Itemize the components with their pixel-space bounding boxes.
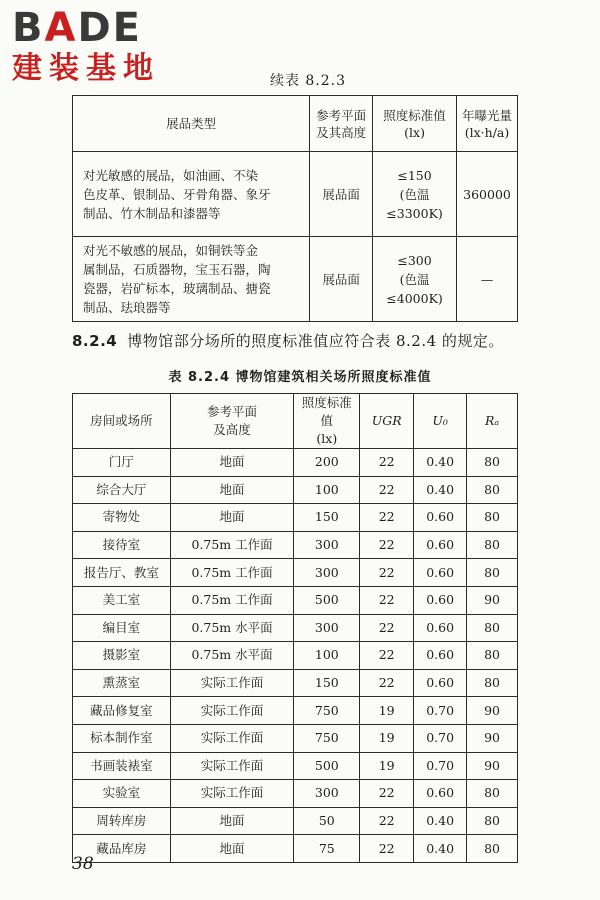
u0-cell: 0.60 — [414, 504, 467, 532]
table-row — [73, 504, 518, 532]
section-number: 8.2.4 — [72, 332, 118, 350]
plane-cell: 实际工作面 — [170, 669, 294, 697]
u0-cell: 0.40 — [414, 835, 467, 863]
room-cell: 接待室 — [73, 531, 171, 559]
value-cell: 150 — [294, 669, 360, 697]
value-cell: ≤300 (色温≤4000K) — [373, 237, 457, 322]
value-cell: 300 — [294, 614, 360, 642]
section-text: 博物馆部分场所的照度标准值应符合表 8.2.4 的规定。 — [127, 332, 504, 350]
continued-table-caption: 续表 8.2.3 — [269, 73, 347, 89]
exhibit-type-cell: 对光不敏感的展品，如铜铁等金 属制品，石质器物，宝玉石器，陶 瓷器，岩矿标本，玻璃制品、搪瓷 制品、珐琅器等 — [73, 237, 310, 322]
room-cell: 综合大厅 — [73, 476, 171, 504]
room-cell: 美工室 — [73, 586, 171, 614]
header-ugr: UGR — [360, 394, 414, 449]
table-row — [73, 237, 518, 322]
ugr-cell: 19 — [360, 724, 414, 752]
header-cell: 展品类型 — [73, 96, 310, 152]
u0-cell: 0.40 — [414, 476, 467, 504]
ra-cell: 80 — [467, 642, 518, 670]
exhibit-type-cell: 对光敏感的展品，如油画、不染 色皮革、银制品、牙骨角器、象牙 制品、竹木制品和漆器等 — [73, 152, 310, 237]
room-cell: 寄物处 — [73, 504, 171, 532]
u0-cell: 0.40 — [414, 807, 467, 835]
ugr-cell: 22 — [360, 449, 414, 477]
ugr-cell: 22 — [360, 780, 414, 808]
room-cell: 藏品库房 — [73, 835, 171, 863]
room-cell: 熏蒸室 — [73, 669, 171, 697]
ugr-cell: 22 — [360, 642, 414, 670]
header-ra: Rₐ — [467, 394, 518, 449]
u0-cell: 0.60 — [414, 642, 467, 670]
value-cell: 500 — [294, 752, 360, 780]
table-row — [73, 614, 518, 642]
plane-cell: 0.75m 工作面 — [170, 586, 294, 614]
table-row — [73, 697, 518, 725]
table-row — [73, 531, 518, 559]
plane-cell: 实际工作面 — [170, 697, 294, 725]
ra-cell: 90 — [467, 586, 518, 614]
value-cell: 300 — [294, 559, 360, 587]
u0-cell: 0.70 — [414, 724, 467, 752]
plane-cell: 地面 — [170, 835, 294, 863]
value-cell: 75 — [294, 835, 360, 863]
logo-wordmark: BADE — [12, 5, 142, 51]
ra-cell: 80 — [467, 531, 518, 559]
header-value: 照度标准值 (lx) — [294, 394, 360, 449]
value-cell: 200 — [294, 449, 360, 477]
ugr-cell: 22 — [360, 614, 414, 642]
table-header-row — [73, 394, 518, 449]
main-table — [72, 393, 518, 863]
ugr-cell: 22 — [360, 586, 414, 614]
ra-cell: 80 — [467, 559, 518, 587]
table-row — [73, 807, 518, 835]
room-cell: 藏品修复室 — [73, 697, 171, 725]
ra-cell: 80 — [467, 476, 518, 504]
ra-cell: 80 — [467, 449, 518, 477]
value-cell: 100 — [294, 642, 360, 670]
value-cell: 750 — [294, 724, 360, 752]
ugr-cell: 22 — [360, 807, 414, 835]
ra-cell: 80 — [467, 835, 518, 863]
u0-cell: 0.60 — [414, 669, 467, 697]
plane-cell: 展品面 — [310, 237, 373, 322]
room-cell: 实验室 — [73, 780, 171, 808]
table-row — [73, 476, 518, 504]
table-row — [73, 669, 518, 697]
table-header-row — [73, 96, 518, 152]
exposure-cell: — — [457, 237, 518, 322]
section-8-2-4 — [72, 330, 592, 351]
u0-cell: 0.60 — [414, 531, 467, 559]
ugr-cell: 22 — [360, 504, 414, 532]
exposure-cell: 360000 — [457, 152, 518, 237]
value-cell: 500 — [294, 586, 360, 614]
u0-cell: 0.60 — [414, 559, 467, 587]
plane-cell: 0.75m 工作面 — [170, 559, 294, 587]
value-cell: 300 — [294, 531, 360, 559]
plane-cell: 0.75m 水平面 — [170, 614, 294, 642]
u0-cell: 0.60 — [414, 614, 467, 642]
ra-cell: 80 — [467, 669, 518, 697]
header-cell: 参考平面 及其高度 — [310, 96, 373, 152]
plane-cell: 地面 — [170, 476, 294, 504]
header-room: 房间或场所 — [73, 394, 171, 449]
table-row — [73, 586, 518, 614]
ra-cell: 90 — [467, 724, 518, 752]
ra-cell: 80 — [467, 504, 518, 532]
room-cell: 摄影室 — [73, 642, 171, 670]
header-plane: 参考平面 及高度 — [170, 394, 294, 449]
value-cell: 100 — [294, 476, 360, 504]
table-row — [73, 152, 518, 237]
room-cell: 报告厅、教室 — [73, 559, 171, 587]
table-row — [73, 780, 518, 808]
brand-logo — [12, 6, 182, 87]
ra-cell: 80 — [467, 780, 518, 808]
logo-subtitle: 建装基地 — [12, 51, 160, 86]
u0-cell: 0.40 — [414, 449, 467, 477]
continued-table — [72, 95, 518, 322]
u0-cell: 0.60 — [414, 780, 467, 808]
u0-cell: 0.60 — [414, 586, 467, 614]
room-cell: 标本制作室 — [73, 724, 171, 752]
value-cell: 50 — [294, 807, 360, 835]
plane-cell: 展品面 — [310, 152, 373, 237]
table-row — [73, 752, 518, 780]
plane-cell: 地面 — [170, 807, 294, 835]
table-row — [73, 835, 518, 863]
value-cell: 150 — [294, 504, 360, 532]
plane-cell: 地面 — [170, 449, 294, 477]
u0-cell: 0.70 — [414, 697, 467, 725]
value-cell: 750 — [294, 697, 360, 725]
main-table-caption: 表 8.2.4 博物馆建筑相关场所照度标准值 — [168, 370, 432, 385]
plane-cell: 0.75m 水平面 — [170, 642, 294, 670]
table-row — [73, 559, 518, 587]
value-cell: ≤150 (色温≤3300K) — [373, 152, 457, 237]
table-row — [73, 724, 518, 752]
ugr-cell: 19 — [360, 697, 414, 725]
value-cell: 300 — [294, 780, 360, 808]
ra-cell: 80 — [467, 614, 518, 642]
header-u0: U₀ — [414, 394, 467, 449]
table-row — [73, 449, 518, 477]
plane-cell: 0.75m 工作面 — [170, 531, 294, 559]
header-cell: 年曝光量 (lx·h/a) — [457, 96, 518, 152]
u0-cell: 0.70 — [414, 752, 467, 780]
ugr-cell: 22 — [360, 669, 414, 697]
header-cell: 照度标准值 (lx) — [373, 96, 457, 152]
ra-cell: 90 — [467, 697, 518, 725]
plane-cell: 实际工作面 — [170, 724, 294, 752]
table-row — [73, 642, 518, 670]
ra-cell: 80 — [467, 807, 518, 835]
room-cell: 周转库房 — [73, 807, 171, 835]
ugr-cell: 22 — [360, 531, 414, 559]
ugr-cell: 22 — [360, 835, 414, 863]
plane-cell: 实际工作面 — [170, 780, 294, 808]
ugr-cell: 22 — [360, 559, 414, 587]
page-number: 38 — [72, 854, 94, 874]
ra-cell: 90 — [467, 752, 518, 780]
ugr-cell: 19 — [360, 752, 414, 780]
plane-cell: 实际工作面 — [170, 752, 294, 780]
ugr-cell: 22 — [360, 476, 414, 504]
room-cell: 编目室 — [73, 614, 171, 642]
plane-cell: 地面 — [170, 504, 294, 532]
room-cell: 门厅 — [73, 449, 171, 477]
room-cell: 书画装裱室 — [73, 752, 171, 780]
